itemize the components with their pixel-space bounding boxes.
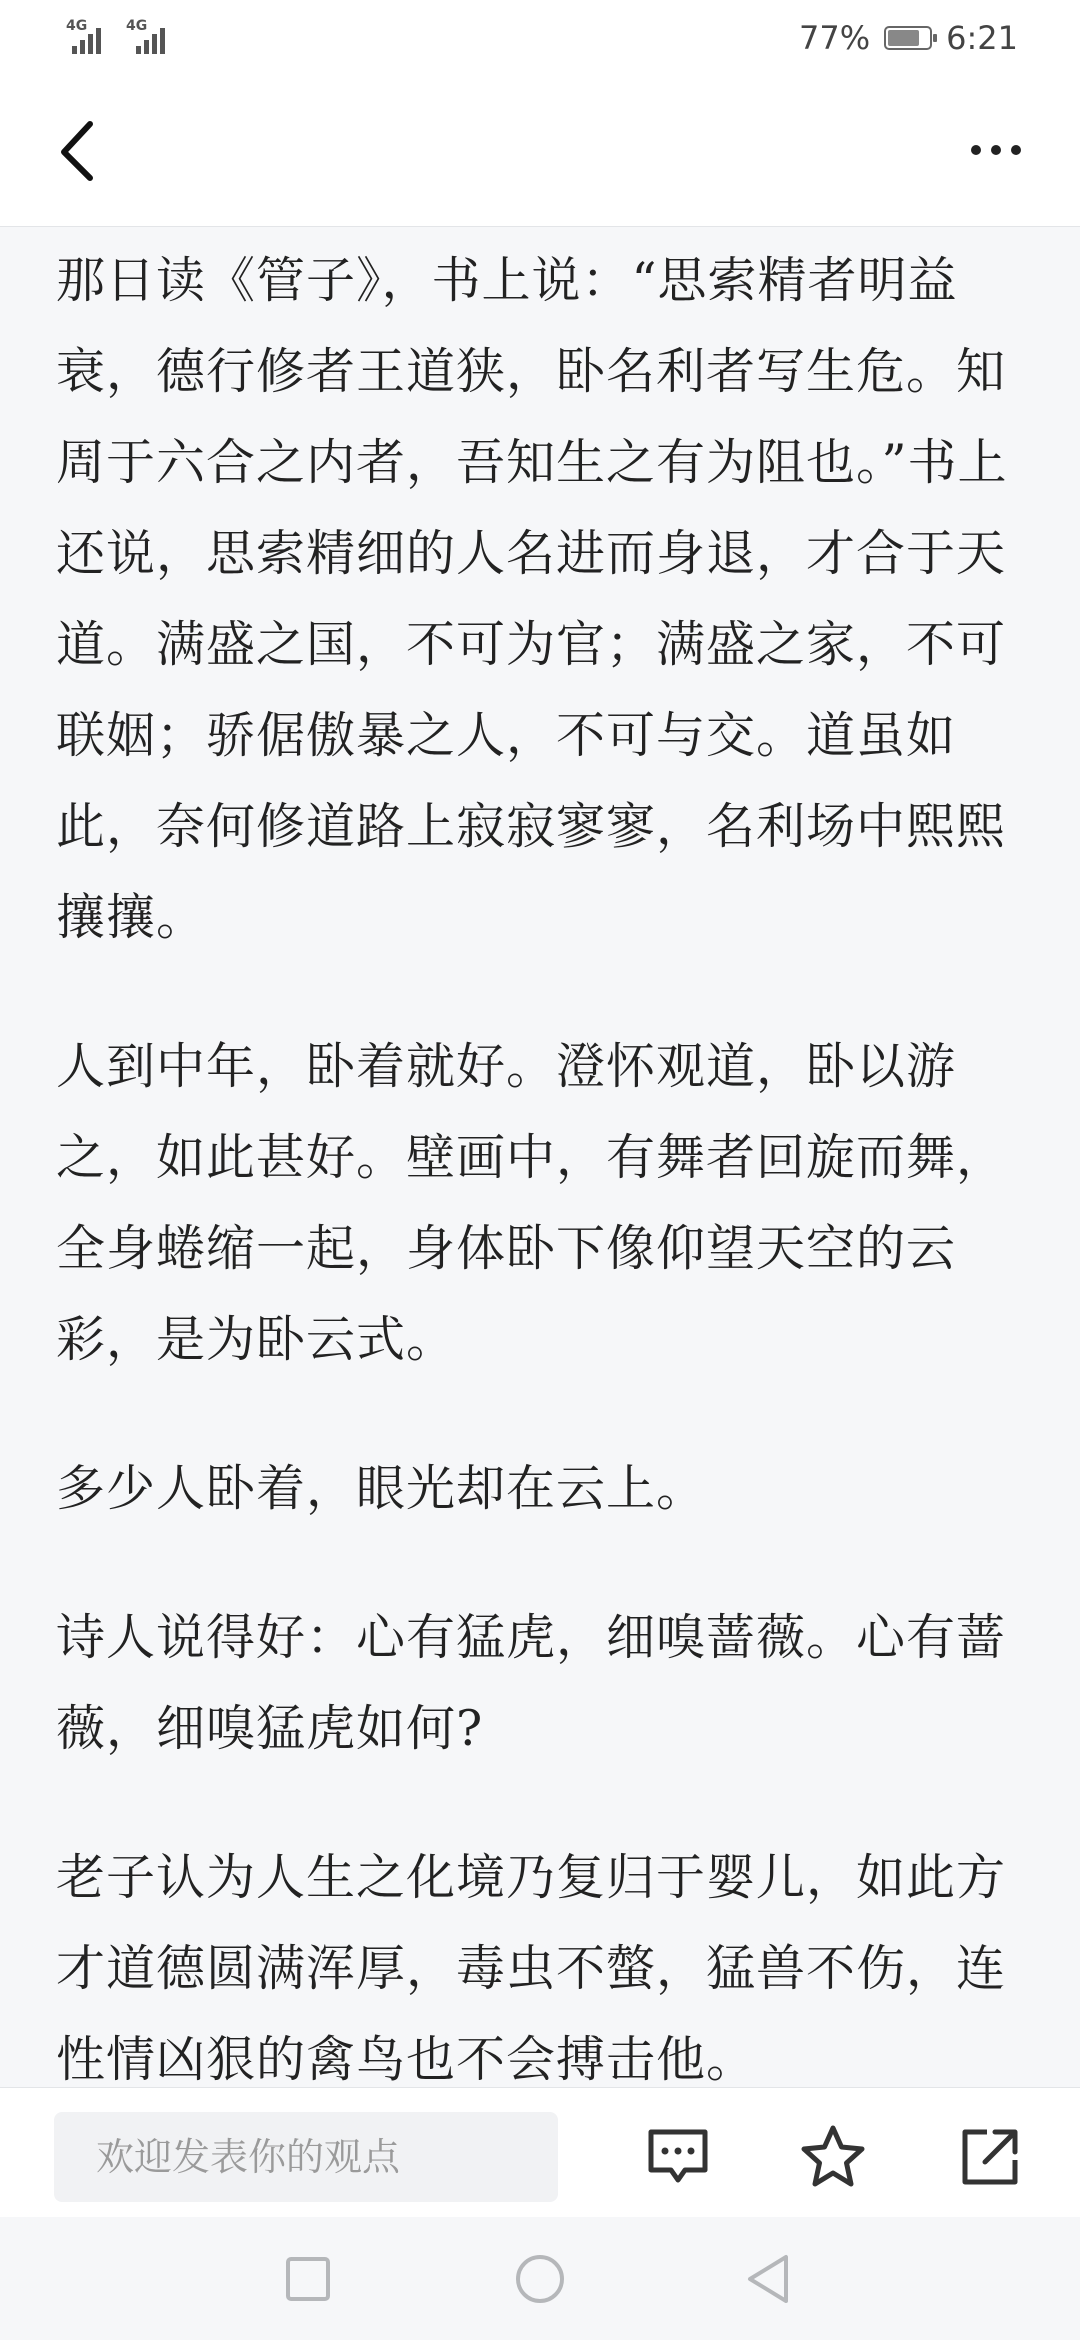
article-paragraph: 诗人说得好：心有猛虎，细嗅蔷薇。心有蔷薇，细嗅猛虎如何? [56,1609,1007,1757]
article-paragraph: 人到中年，卧着就好。澄怀观道，卧以游之，如此甚好。壁画中，有舞者回旋而舞，全身蜷缩一起，身体卧下像仰望天空的云彩，是为卧云式。 [56,1038,1007,1368]
signal-icon [126,18,176,54]
more-horizontal-icon [971,145,981,155]
comment-icon [643,2122,713,2192]
battery-percent: 77% [799,19,871,57]
share-icon [955,2122,1025,2192]
status-right [799,18,1018,58]
bottom-action-bar [0,2087,1080,2218]
article-body[interactable] [0,227,1080,2087]
recent-apps-icon [278,2249,338,2309]
more-options-button[interactable] [956,120,1036,180]
article-paragraph: 那日读《管子》，书上说：“思索精者明益衰，德行修者王道狭，卧名利者写生危。知周于六合之内者，吾知生之有为阻也。”书上还说，思索精细的人名进而身退，才合于天道。满盛之国，不可为官；满盛之家，不可联姻；骄倨傲暴之人，不可与交。道虽如此，奈何修道路上寂寂寥寥，名利场中熙熙攘攘。 [56,252,1008,946]
comment-input[interactable] [54,2112,558,2202]
comment-button[interactable] [643,2122,713,2192]
system-nav-bar [0,2217,1080,2340]
share-button[interactable] [955,2122,1025,2192]
star-icon [798,2122,868,2192]
back-triangle-icon [740,2249,800,2309]
favorite-button[interactable] [798,2122,868,2192]
battery-icon [884,26,932,50]
top-nav-bar [0,80,1080,227]
recent-apps-button[interactable] [278,2249,338,2309]
signal-icon [66,18,112,54]
system-back-button[interactable] [740,2249,800,2309]
back-button[interactable] [48,116,118,186]
home-button[interactable] [510,2249,570,2309]
network-type-label: 4G [66,18,88,34]
network-type-label: 4G [126,18,148,34]
clock: 6:21 [946,19,1018,57]
status-bar [0,0,1080,80]
article-paragraph: 老子认为人生之化境乃复归于婴儿，如此方才道德圆满浑厚，毒虫不螫，猛兽不伤，连性情凶狠的禽鸟也不会搏击他。 [56,1849,1007,2087]
home-icon [510,2249,570,2309]
article-paragraph: 多少人卧着，眼光却在云上。 [56,1460,707,1517]
chevron-left-icon [48,116,118,186]
